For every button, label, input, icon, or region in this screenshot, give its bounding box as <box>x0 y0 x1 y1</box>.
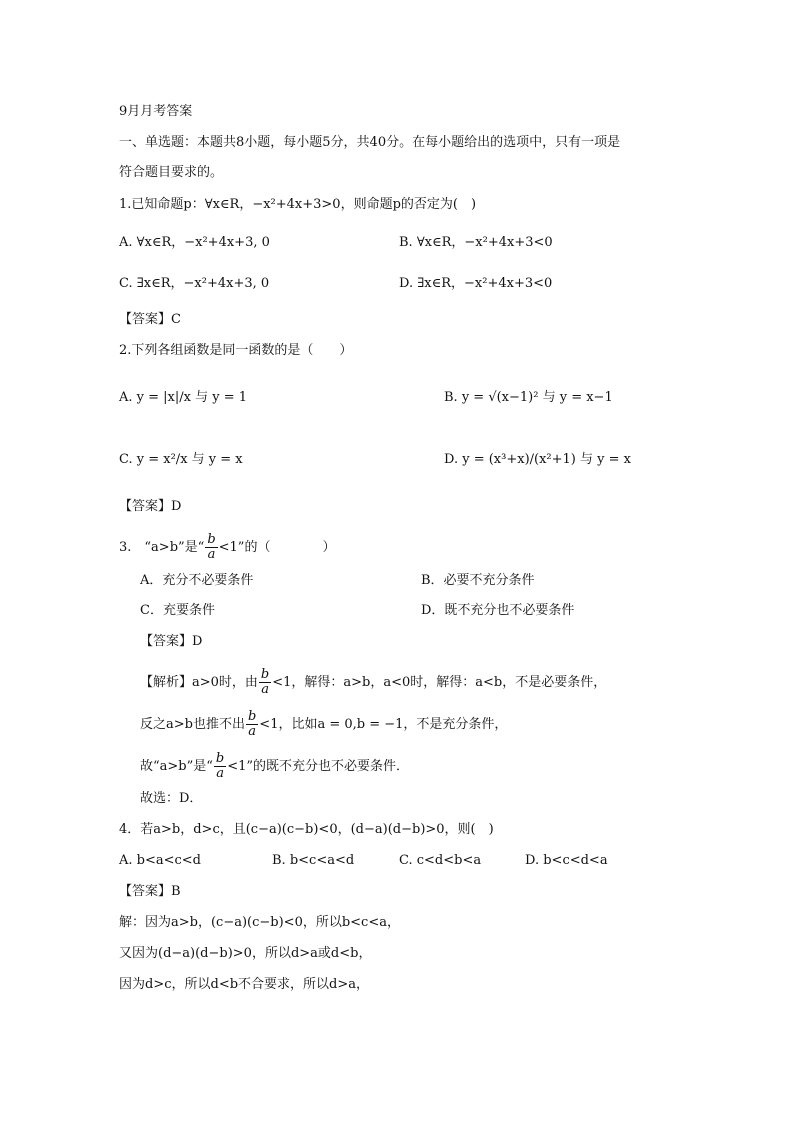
q2-option-d-label: D. <box>444 452 459 467</box>
section-header-line1: 一、单选题：本题共8小题，每小题5分，共40分。在每小题给出的选项中，只有一项是 <box>119 135 621 150</box>
q3-exp3-fraction: $\frac{b}{a}$ <box>215 751 225 781</box>
q1-stem: 1.已知命题p：∀x∈R，−x²+4x+3>0，则命题p的否定为( ) <box>119 197 477 212</box>
q4-option-a: A. b<a<c<d <box>119 853 202 868</box>
q3-exp2-prefix: 反之a>b也推不出 <box>140 717 245 732</box>
q1-option-b: B. ∀x∈R，−x²+4x+3<0 <box>399 235 553 250</box>
q3-option-a: A．充分不必要条件 <box>140 573 254 588</box>
q3-explanation-line3 <box>140 752 409 781</box>
q3-stem-fraction: $\frac{b}{a}$ <box>207 532 216 562</box>
q3-option-b: B．必要不充分条件 <box>421 573 535 588</box>
q4-solution-line1: 解：因为a>b，(c−a)(c−b)<0，所以b<c<a， <box>119 915 400 930</box>
q2-option-a <box>119 389 247 407</box>
q4-solution-line3: 因为d>c，所以d<b不合要求，所以d>a， <box>119 977 369 992</box>
q3-exp2-fraction: $\frac{b}{a}$ <box>247 709 257 739</box>
q2-option-c <box>119 451 243 469</box>
q3-answer: 【答案】D <box>140 634 203 649</box>
q3-explanation-line2 <box>140 710 507 739</box>
q4-option-c: C. c<d<b<a <box>399 853 482 868</box>
q2-option-d <box>444 451 631 469</box>
q2-option-b <box>444 389 613 407</box>
q2-option-c-label: C. <box>119 452 133 467</box>
q3-exp3-prefix: 故“a>b”是“ <box>140 759 213 774</box>
q1-option-d: D. ∃x∈R，−x²+4x+3<0 <box>399 276 553 291</box>
q3-explanation-line4: 故选：D． <box>140 791 203 806</box>
q3-exp2-suffix: <1，比如a = 0,b = −1，不是充分条件， <box>259 717 508 732</box>
q3-exp1-suffix: <1，解得：a>b，a<0时，解得：a<b，不是必要条件， <box>272 675 607 690</box>
q3-stem <box>119 533 335 562</box>
q2-stem: 2.下列各组函数是同一函数的是（ ） <box>119 343 353 358</box>
q4-option-b: B. b<c<a<d <box>272 853 355 868</box>
q1-option-a: A. ∀x∈R，−x²+4x+3, 0 <box>119 235 270 250</box>
q1-answer: 【答案】C <box>119 312 181 327</box>
q4-answer: 【答案】B <box>119 884 181 899</box>
q2-option-a-label: A. <box>119 390 133 405</box>
q2-option-c-formula: y = x²/x 与 y = x <box>136 452 243 467</box>
q4-option-d: D. b<c<d<a <box>525 853 608 868</box>
q2-option-d-formula: y = (x³+x)/(x²+1) 与 y = x <box>462 452 631 467</box>
page-title: 9月月考答案 <box>119 104 193 119</box>
section-header-line2: 符合题目要求的。 <box>119 165 224 180</box>
q4-solution-line2: 又因为(d−a)(d−b)>0，所以d>a或d<b， <box>119 946 372 961</box>
q4-stem: 4．若a>b，d>c，且(c−a)(c−b)<0，(d−a)(d−b)>0，则( ) <box>119 822 494 837</box>
q3-exp3-suffix: <1”的既不充分也不必要条件． <box>227 759 410 774</box>
q2-option-b-formula: y = √(x−1)² 与 y = x−1 <box>461 390 613 405</box>
q3-option-c: C．充要条件 <box>140 603 215 618</box>
q2-answer: 【答案】D <box>119 499 182 514</box>
q3-exp1-prefix: 【解析】a>0时，由 <box>140 675 258 690</box>
q2-option-b-label: B. <box>444 390 458 405</box>
q2-option-a-formula: y = |x|/x 与 y = 1 <box>136 390 248 405</box>
q3-stem-prefix: 3. “a>b”是“ <box>119 540 205 555</box>
q1-option-c: C. ∃x∈R，−x²+4x+3, 0 <box>119 276 270 291</box>
q3-exp1-fraction: $\frac{b}{a}$ <box>260 667 270 697</box>
q3-explanation-line1 <box>140 668 606 697</box>
q3-option-d: D．既不充分也不必要条件 <box>421 603 575 618</box>
q3-stem-suffix: <1”的（ ） <box>218 540 336 555</box>
